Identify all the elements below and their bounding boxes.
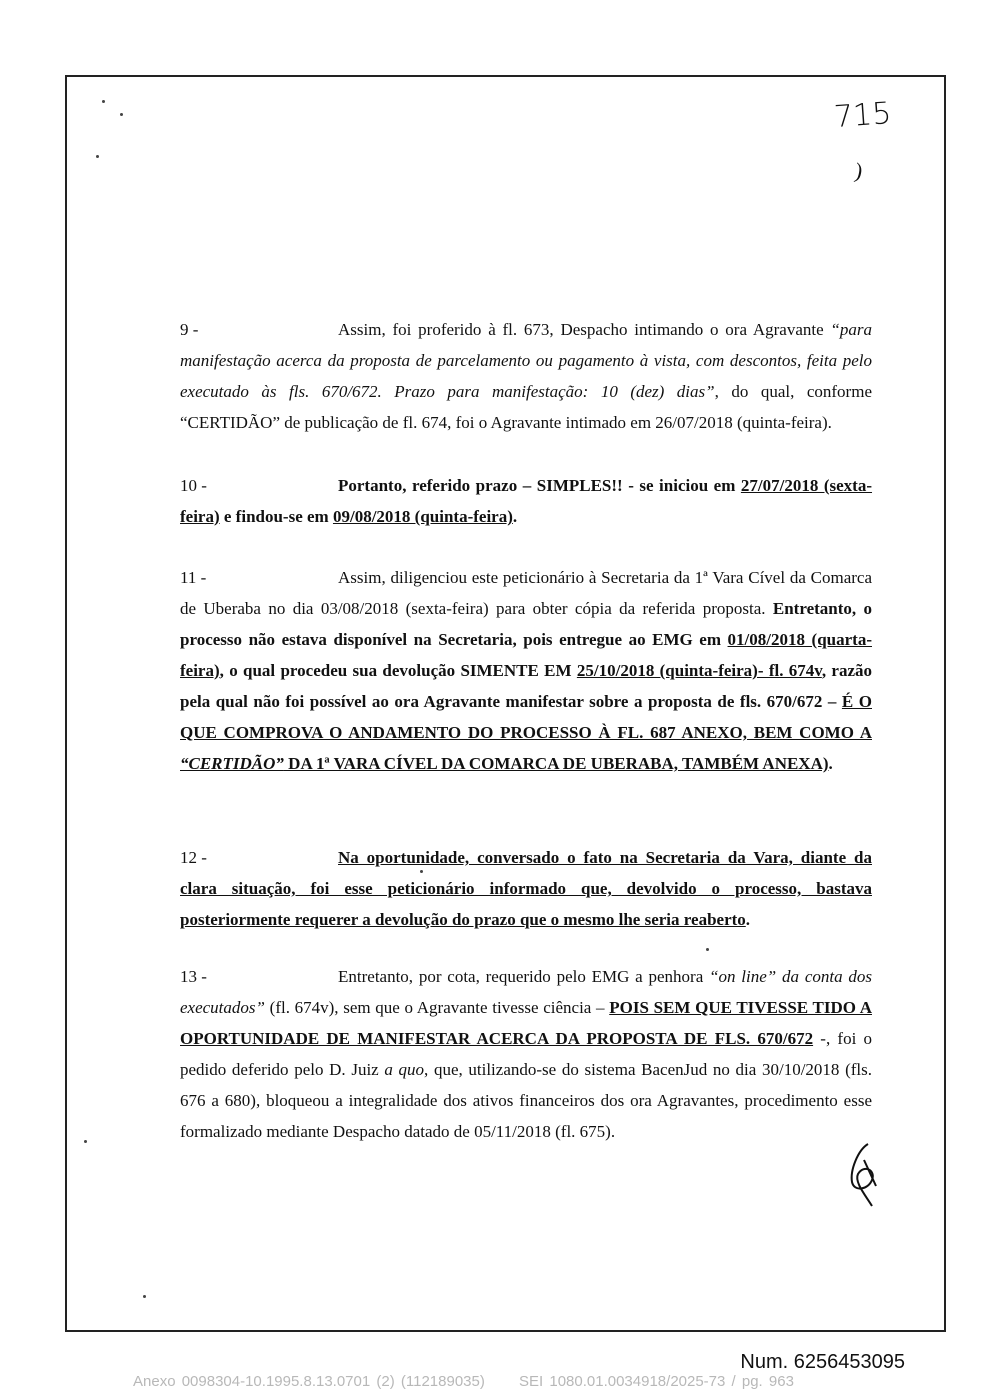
paragraph-text-segment: , que, utilizando-se do sistema BacenJud no dia 30/10/2018 (fls. 676 a 680), bloqueou a integralidade dos ativos financeiros dos ora Agravantes, procedimento esse formalizado mediante Despacho datado de 05/11/2018 (fl. 675). [180, 1060, 872, 1141]
paragraph-text-segment: . [828, 754, 833, 773]
paragraph-number-12: 12 - [180, 848, 207, 867]
paragraph-text-segment: Assim, diligenciou este peticionário à Secretaria da 1ª Vara Cível da Comarca de Uberaba no dia 03/08/2018 (sexta-feira) para obter cópia da referida proposta. [180, 568, 872, 618]
paragraph-number-9: 9 - [180, 320, 199, 339]
paragraph-10 [180, 470, 872, 532]
paragraph-text-segment: , o qual procedeu sua devolução SIMENTE EM [219, 661, 577, 680]
paragraph-text-segment: “CERTIDÃO” [180, 754, 284, 773]
paragraph-text-segment: Na oportunidade, conversado o fato na Secretaria da Vara, diante da clara situação, foi esse peticionário informado que, devolvido o processo, bastava posteriormente requerer a devolução do prazo que o mesmo lhe seria reaberto [180, 848, 872, 929]
paragraph-12 [180, 842, 872, 935]
paragraph-text-segment: Entretanto, por cota, requerido pelo EMG a penhora [338, 967, 710, 986]
scan-speck [102, 100, 105, 103]
scan-speck [120, 113, 123, 116]
paragraph-text-segment: Portanto, referido prazo – SIMPLES!! - se iniciou em [338, 476, 741, 495]
scan-speck [96, 155, 99, 158]
paragraph-11 [180, 562, 872, 779]
paragraph-9 [180, 314, 872, 438]
paragraph-number-10: 10 - [180, 476, 207, 495]
paragraph-text-segment: Assim, foi proferido à fl. 673, Despacho intimando o ora Agravante [338, 320, 831, 339]
paragraph-number-13: 13 - [180, 967, 207, 986]
paragraph-text-segment: Entretanto, o processo não estava disponível na Secretaria, pois entregue ao EMG em [180, 599, 872, 649]
paragraph-text-segment: “on line” da conta dos executados” [180, 967, 872, 1017]
handwritten-initial [838, 1140, 888, 1210]
paragraph-text-segment: POIS SEM QUE TIVESSE TIDO A OPORTUNIDADE DE MANIFESTAR ACERCA DA PROPOSTA DE FLS. 670/672 [180, 998, 872, 1048]
annex-reference: Anexo 0098304-10.1995.8.13.0701 (2) (112189035) [133, 1373, 485, 1390]
paragraph-text-segment: (fl. 674v), sem que o Agravante tivesse ciência – [264, 998, 610, 1017]
annex-footer [133, 1373, 822, 1390]
paragraph-text-segment: a quo [384, 1060, 425, 1079]
paragraph-text-segment: 09/08/2018 (quinta-feira) [332, 507, 513, 526]
page-number-handwritten: 715 [832, 96, 893, 135]
paragraph-text-segment: . [512, 507, 518, 526]
paragraph-text-segment: , razão pela qual não foi possível ao ora Agravante manifestar sobre a proposta de fls. 670/672 – [180, 661, 872, 711]
paragraph-text-segment: . [745, 910, 751, 929]
document-number: Num. 6256453095 [740, 1351, 905, 1373]
paragraph-text-segment: 01/08/2018 (quarta-feira) [180, 630, 872, 680]
scan-speck [84, 1140, 87, 1143]
paragraph-text-segment: 27/07/2018 (sexta-feira) [180, 476, 873, 526]
paragraph-text-segment: 25/10/2018 (quinta-feira)- fl. 674v [576, 661, 822, 680]
scan-speck [706, 948, 709, 951]
paragraph-13 [180, 961, 872, 1147]
sei-reference: SEI 1080.01.0034918/2025-73 / pg. 963 [519, 1373, 794, 1390]
paragraph-text-segment: e findou-se em [219, 507, 333, 526]
handwritten-mark: ) [852, 157, 865, 184]
paragraph-text-segment: -, foi o pedido deferido pelo D. Juiz [180, 1029, 872, 1079]
scan-speck [143, 1295, 146, 1298]
scan-speck [420, 870, 423, 873]
paragraph-number-11: 11 - [180, 568, 207, 587]
paragraph-text-segment: DA 1ª VARA CÍVEL DA COMARCA DE UBERABA, TAMBÉM ANEXA) [283, 754, 829, 773]
paragraph-text-segment: , do qual, conforme “CERTIDÃO” de publicação de fl. 674, foi o Agravante intimado em 26/07/2018 (quinta-feira). [180, 382, 872, 432]
paragraph-text-segment: “para manifestação acerca da proposta de parcelamento ou pagamento à vista, com descontos, feita pelo executado às fls. 670/672. Prazo para manifestação: 10 (dez) dias” [180, 320, 872, 401]
paragraph-text-segment: É O QUE COMPROVA O ANDAMENTO DO PROCESSO À FL. 687 ANEXO, BEM COMO A [180, 692, 872, 742]
